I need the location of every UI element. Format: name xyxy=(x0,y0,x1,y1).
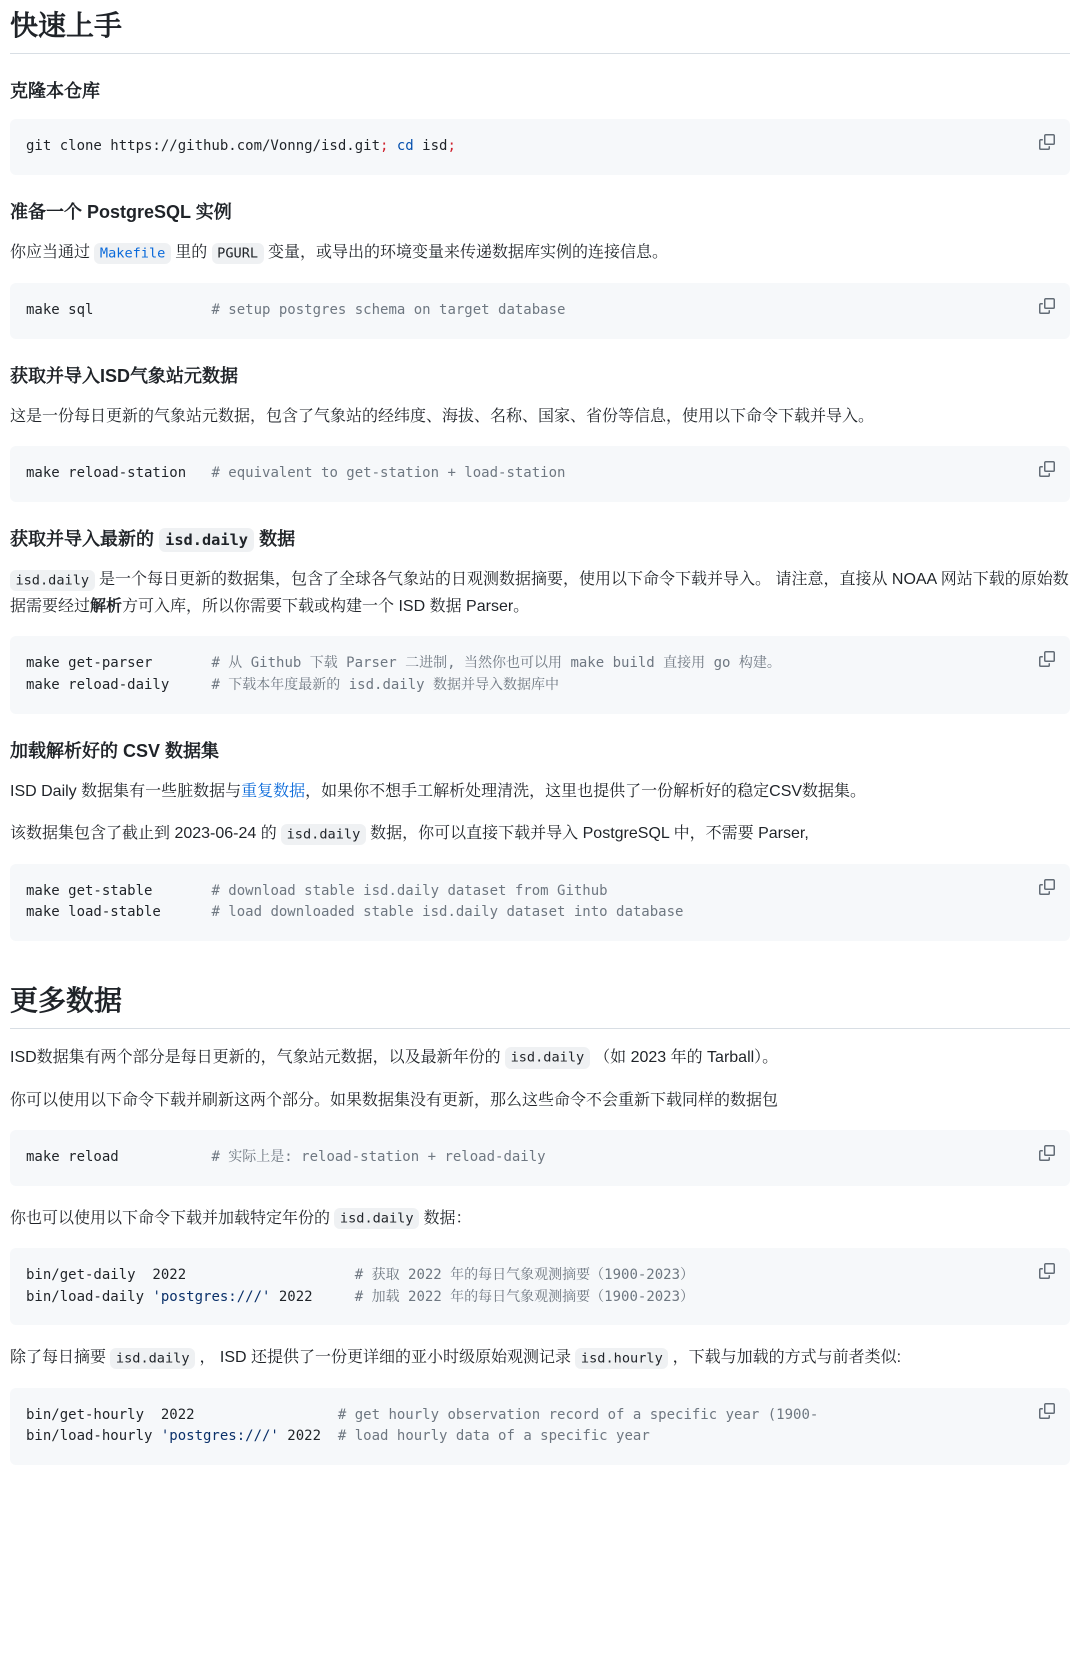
text: 你应当通过 xyxy=(10,244,95,262)
code-comment: # equivalent to get-station + load-station xyxy=(211,465,566,482)
code-block-git-clone xyxy=(10,119,1070,175)
paragraph-postgres xyxy=(10,240,1070,266)
code-line xyxy=(26,653,1054,675)
paragraph-refresh: 你可以使用以下命令下载并刷新这两个部分。如果数据集没有更新，那么这些命令不会重新下载同样的数据包 xyxy=(10,1091,779,1109)
bold-text-parse: 解析 xyxy=(90,597,123,615)
code-text: 2022 xyxy=(270,1288,355,1305)
code-line xyxy=(26,136,1054,158)
text: 方可入库，所以你需要下载或构建一个 ISD 数据 Parser。 xyxy=(122,597,530,615)
code-semicolon: ; xyxy=(447,138,456,155)
code-block-daily-year xyxy=(10,1248,1070,1325)
text: ， ISD 还提供了一份更详细的亚小时级原始观测记录 xyxy=(195,1349,576,1367)
code-comment: # setup postgres schema on target database xyxy=(211,301,566,318)
copy-button[interactable] xyxy=(1034,874,1060,900)
copy-icon xyxy=(1039,1145,1055,1161)
inline-code-isd-hourly: isd.hourly xyxy=(575,1348,668,1369)
copy-icon xyxy=(1039,461,1055,477)
duplicate-data-link[interactable]: 重复数据 xyxy=(241,782,306,800)
code-keyword-cd: cd xyxy=(388,138,414,155)
code-line xyxy=(26,675,1054,697)
code-command: bin/get-hourly 2022 xyxy=(26,1406,338,1423)
code-command: make load-stable xyxy=(26,904,212,921)
text: ，下载与加载的方式与前者类似: xyxy=(668,1349,902,1367)
code-string-pgurl: 'postgres:///' xyxy=(152,1288,271,1305)
code-semicolon: ; xyxy=(380,138,389,155)
code-comment: # 获取 2022 年的每日气象观测摘要（1900-2023） xyxy=(354,1266,695,1283)
text: 数据 xyxy=(254,529,296,550)
paragraph-csv-2 xyxy=(10,821,1070,847)
heading-isd-daily xyxy=(10,528,1070,551)
code-line xyxy=(26,1405,1054,1427)
copy-button[interactable] xyxy=(1034,456,1060,482)
inline-code-isd-daily: isd.daily xyxy=(505,1047,590,1068)
copy-icon xyxy=(1039,1403,1055,1419)
copy-button[interactable] xyxy=(1034,646,1060,672)
text: ISD数据集有两个部分是每日更新的，气象站元数据，以及最新年份的 xyxy=(10,1049,506,1067)
code-block-hourly xyxy=(10,1388,1070,1465)
code-line xyxy=(26,881,1054,903)
code-command: bin/get-daily 2022 xyxy=(26,1266,355,1283)
heading-station-metadata: 获取并导入ISD气象站元数据 xyxy=(10,365,239,386)
code-block-make-reload xyxy=(10,1130,1070,1186)
code-command: make reload-daily xyxy=(26,676,212,693)
code-command: make reload-station xyxy=(26,465,212,482)
code-block-make-sql xyxy=(10,283,1070,339)
code-line xyxy=(26,300,1054,322)
code-comment: # 实际上是: reload-station + reload-daily xyxy=(211,1148,546,1165)
makefile-link[interactable]: Makefile xyxy=(94,243,170,264)
code-text: 2022 xyxy=(278,1428,338,1445)
paragraph-csv-1 xyxy=(10,779,1070,805)
code-command: make get-parser xyxy=(26,655,212,672)
paragraph-specific-year xyxy=(10,1206,1070,1232)
code-command: bin/load-daily xyxy=(26,1288,153,1305)
copy-button[interactable] xyxy=(1034,1258,1060,1284)
copy-icon xyxy=(1039,651,1055,667)
code-comment: # 从 Github 下载 Parser 二进制, 当然你也可以用 make build 直接用 go 构建。 xyxy=(211,655,781,672)
code-text: isd xyxy=(413,138,448,155)
code-block-stable xyxy=(10,864,1070,941)
section-title-more-data: 更多数据 xyxy=(10,983,1070,1029)
text: 里的 xyxy=(170,244,212,262)
heading-prepare-postgres: 准备一个 PostgreSQL 实例 xyxy=(10,202,232,223)
copy-icon xyxy=(1039,134,1055,150)
code-command: make sql xyxy=(26,301,212,318)
paragraph-station: 这是一份每日更新的气象站元数据，包含了气象站的经纬度、海拔、名称、国家、省份等信息，使用以下命令下载并导入。 xyxy=(10,407,875,425)
text: （如 2023 年的 Tarball）。 xyxy=(589,1049,779,1067)
code-line xyxy=(26,1426,1054,1448)
inline-code-isd-daily: isd.daily xyxy=(334,1208,419,1229)
paragraph-two-parts xyxy=(10,1045,1070,1071)
text: 该数据集包含了截止到 2023-06-24 的 xyxy=(10,825,282,843)
code-comment: # download stable isd.daily dataset from Github xyxy=(211,882,608,899)
inline-code-pgurl: PGURL xyxy=(212,243,264,264)
text: 变量，或导出的环境变量来传递数据库实例的连接信息。 xyxy=(263,244,668,262)
copy-icon xyxy=(1039,879,1055,895)
inline-code-isd-daily: isd.daily xyxy=(110,1348,195,1369)
code-comment: # 下载本年度最新的 isd.daily 数据并导入数据库中 xyxy=(211,676,560,693)
copy-icon xyxy=(1039,1263,1055,1279)
code-line xyxy=(26,1265,1054,1287)
text: ISD Daily 数据集有一些脏数据与 xyxy=(10,782,242,800)
code-block-reload-station xyxy=(10,446,1070,502)
copy-icon xyxy=(1039,298,1055,314)
paragraph-isd-daily xyxy=(10,567,1070,620)
text: 数据： xyxy=(419,1209,472,1227)
code-line xyxy=(26,1147,1054,1169)
code-comment: # load downloaded stable isd.daily dataset into database xyxy=(211,904,684,921)
text: 除了每日摘要 xyxy=(10,1349,111,1367)
code-comment: # 加载 2022 年的每日气象观测摘要（1900-2023） xyxy=(354,1288,695,1305)
inline-code-isd-daily: isd.daily xyxy=(281,824,366,845)
code-comment: # load hourly data of a specific year xyxy=(337,1428,650,1445)
text: 你也可以使用以下命令下载并加载特定年份的 xyxy=(10,1209,335,1227)
code-block-get-parser xyxy=(10,636,1070,713)
copy-button[interactable] xyxy=(1034,129,1060,155)
heading-csv-dataset: 加载解析好的 CSV 数据集 xyxy=(10,740,220,761)
code-command: make reload xyxy=(26,1148,212,1165)
code-line xyxy=(26,902,1054,924)
code-string-pgurl: 'postgres:///' xyxy=(160,1428,279,1445)
section-title-quickstart: 快速上手 xyxy=(10,8,1070,54)
text: 数据，你可以直接下载并导入 PostgreSQL 中，不需要 Parser, xyxy=(365,825,809,843)
code-command: make get-stable xyxy=(26,882,212,899)
copy-button[interactable] xyxy=(1034,1140,1060,1166)
copy-button[interactable] xyxy=(1034,293,1060,319)
inline-code-isd-daily: isd.daily xyxy=(10,570,95,591)
copy-button[interactable] xyxy=(1034,1398,1060,1424)
paragraph-hourly xyxy=(10,1345,1070,1371)
code-line xyxy=(26,463,1054,485)
code-comment: # get hourly observation record of a specific year (1900- xyxy=(337,1406,819,1423)
code-line xyxy=(26,1287,1054,1309)
code-command: bin/load-hourly xyxy=(26,1428,161,1445)
text: ，如果你不想手工解析处理清洗，这里也提供了一份解析好的稳定CSV数据集。 xyxy=(305,782,867,800)
text: 获取并导入最新的 xyxy=(10,529,160,550)
text: 是一个每日更新的数据集，包含了全球各气象站的日观测数据摘要，使用以下命令下载并导入。 请注意，直接从 NOAA 网站下载的原始数据需要经过 xyxy=(10,571,1069,615)
heading-clone-repo: 克隆本仓库 xyxy=(10,81,100,101)
inline-code-isd-daily: isd.daily xyxy=(159,528,254,552)
code-text: git clone https://github.com/Vonng/isd.git xyxy=(26,138,381,155)
